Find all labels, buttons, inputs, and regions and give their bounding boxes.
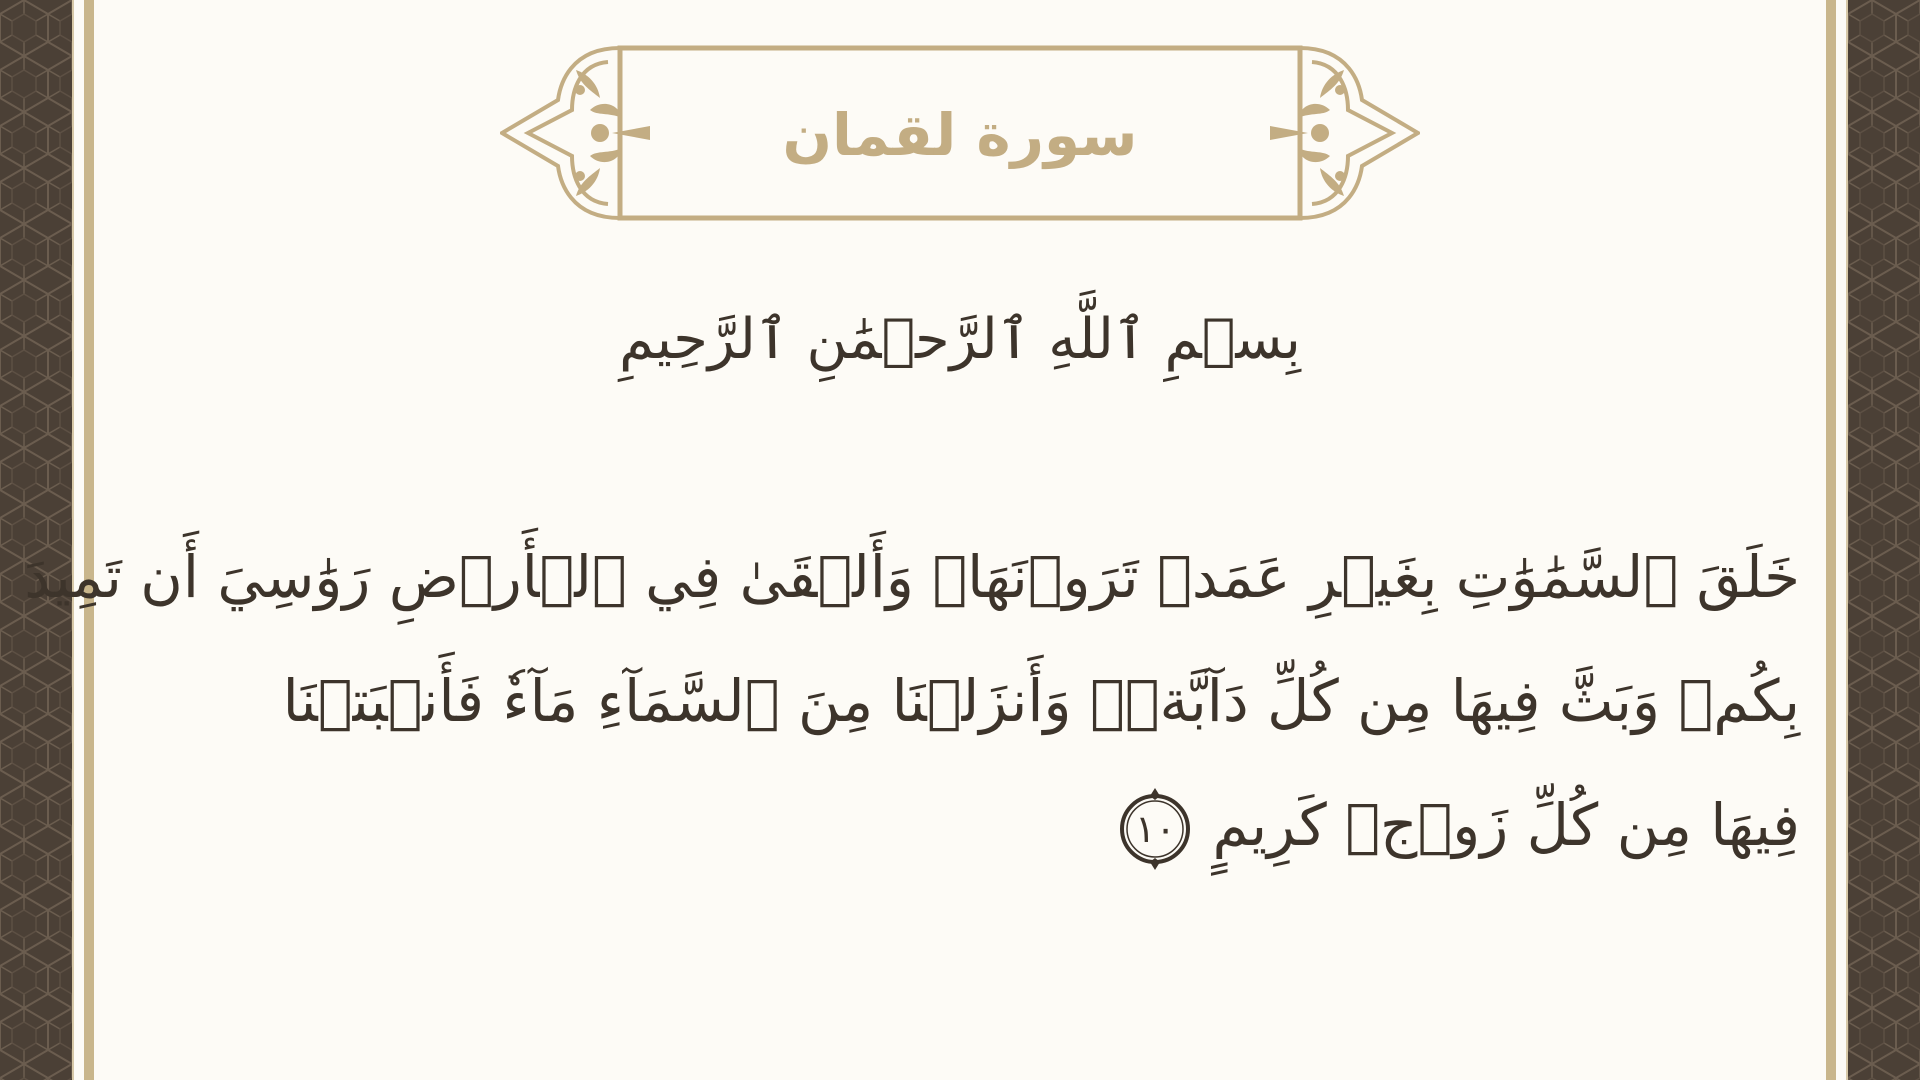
ayah-number: ١٠	[1135, 806, 1176, 851]
verse-line-1: خَلَقَ ٱلسَّمَٰوَٰتِ بِغَيۡرِ عَمَدٖ تَرَوۡنَهَاۖ وَأَلۡقَىٰ فِي ٱلۡأَرۡضِ رَوَٰسِيَ أَن تَمِيدَ	[24, 543, 1800, 611]
verse-line-2: بِكُمۡ وَبَثَّ فِيهَا مِن كُلِّ دَآبَّةٖۚ وَأَنزَلۡنَا مِنَ ٱلسَّمَآءِ مَآءٗ فَأَنۢبَتۡنَا	[282, 667, 1800, 735]
verse-line-3	[140, 763, 1800, 887]
verse-text	[24, 515, 1800, 887]
right-thin-rule	[1846, 0, 1848, 1080]
surah-header-frame	[500, 40, 1420, 230]
surah-title: سورة لقمان	[782, 101, 1138, 169]
right-border-pattern	[1848, 0, 1920, 1080]
ayah-number-marker	[1112, 786, 1198, 872]
verse-line-3-text: فِيهَا مِن كُلِّ زَوۡجٖ كَرِيمٍ	[1212, 791, 1800, 859]
basmala: بِسۡمِ ٱللَّهِ ٱلرَّحۡمَٰنِ ٱلرَّحِيمِ	[619, 307, 1301, 372]
right-gold-rule	[1826, 0, 1836, 1080]
